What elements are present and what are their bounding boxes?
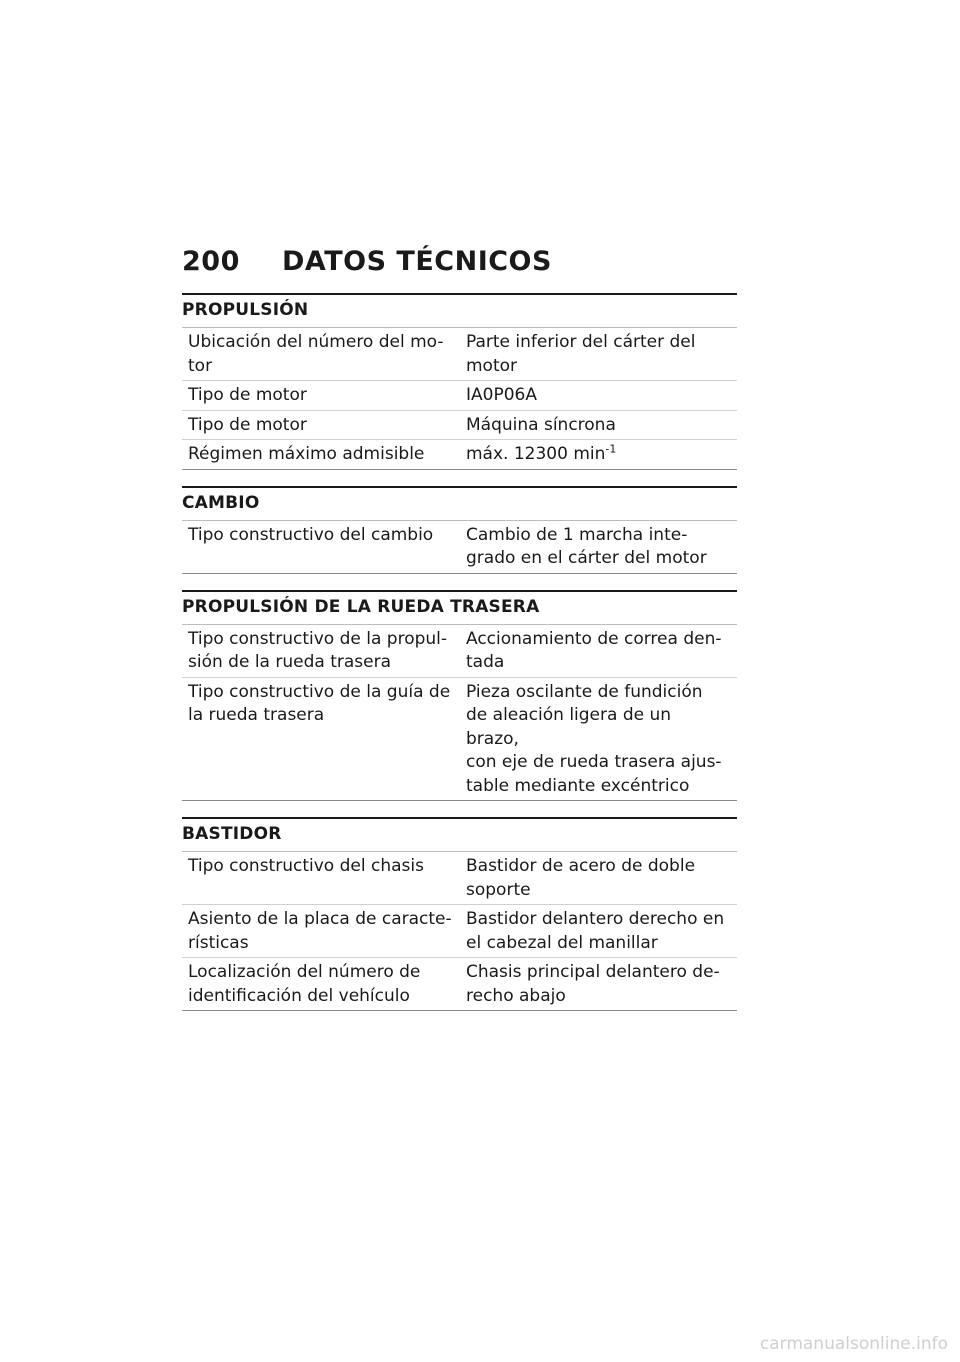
spec-value: máx. 12300 $\min^{-1}$	[466, 442, 617, 464]
spec-value: Bastidor delantero derecho en el cabezal del manillar	[466, 909, 725, 953]
spec-label: Tipo de motor	[188, 414, 307, 435]
spec-value: Parte inferior del cárter del motor	[466, 332, 696, 376]
spec-row	[182, 958, 737, 1011]
spec-label: Tipo constructivo de la propul- sión de la rueda trasera	[188, 628, 448, 672]
spec-section	[182, 293, 737, 470]
watermark-logo: carmanualsonline.info	[759, 1334, 948, 1354]
spec-section	[182, 817, 737, 1011]
page-number: 200	[182, 246, 240, 277]
spec-row	[182, 678, 737, 802]
spec-value: Bastidor de acero de doble soporte	[466, 856, 696, 900]
spec-label: Tipo constructivo del chasis	[188, 856, 424, 876]
spec-row	[182, 381, 737, 411]
spec-label: Tipo de motor	[188, 385, 307, 405]
spec-row	[182, 411, 737, 441]
page-header	[182, 246, 552, 277]
spec-row	[182, 905, 737, 958]
spec-row	[182, 521, 737, 574]
section-title: PROPULSIÓN	[182, 293, 737, 328]
spec-label: Tipo constructivo del cambio	[188, 524, 434, 545]
unit-exponent: -1	[605, 442, 617, 456]
section-title: CAMBIO	[182, 486, 737, 521]
spec-label: Localización del número de identificación del vehículo	[188, 962, 421, 1006]
spec-row	[182, 852, 737, 905]
spec-value: Accionamiento de correa den- tada	[466, 628, 722, 672]
spec-value: Pieza oscilante de fundición de aleación ligera de un brazo, con eje de rueda trasera ajus- table mediante excéntrico	[466, 681, 722, 796]
section-title: PROPULSIÓN DE LA RUEDA TRASERA	[182, 590, 737, 625]
spec-label: Tipo constructivo de la guía de la rueda trasera	[188, 681, 451, 725]
spec-value: Chasis principal delantero de- recho abajo	[466, 962, 720, 1006]
spec-label: Ubicación del número del mo- tor	[188, 332, 444, 376]
spec-row	[182, 328, 737, 381]
spec-row	[182, 440, 737, 470]
section-title: BASTIDOR	[182, 817, 737, 852]
spec-value: IA0P06A	[466, 385, 537, 405]
spec-content	[182, 293, 737, 1027]
spec-section	[182, 486, 737, 574]
spec-section	[182, 590, 737, 802]
spec-label: Régimen máximo admisible	[188, 444, 425, 464]
spec-value: Máquina síncrona	[466, 414, 616, 435]
spec-label: Asiento de la placa de caracte- rísticas	[188, 909, 452, 953]
spec-row	[182, 625, 737, 678]
page-title: DATOS TÉCNICOS	[282, 246, 552, 277]
spec-value: Cambio de 1 marcha inte- grado en el cárter del motor	[466, 524, 707, 568]
